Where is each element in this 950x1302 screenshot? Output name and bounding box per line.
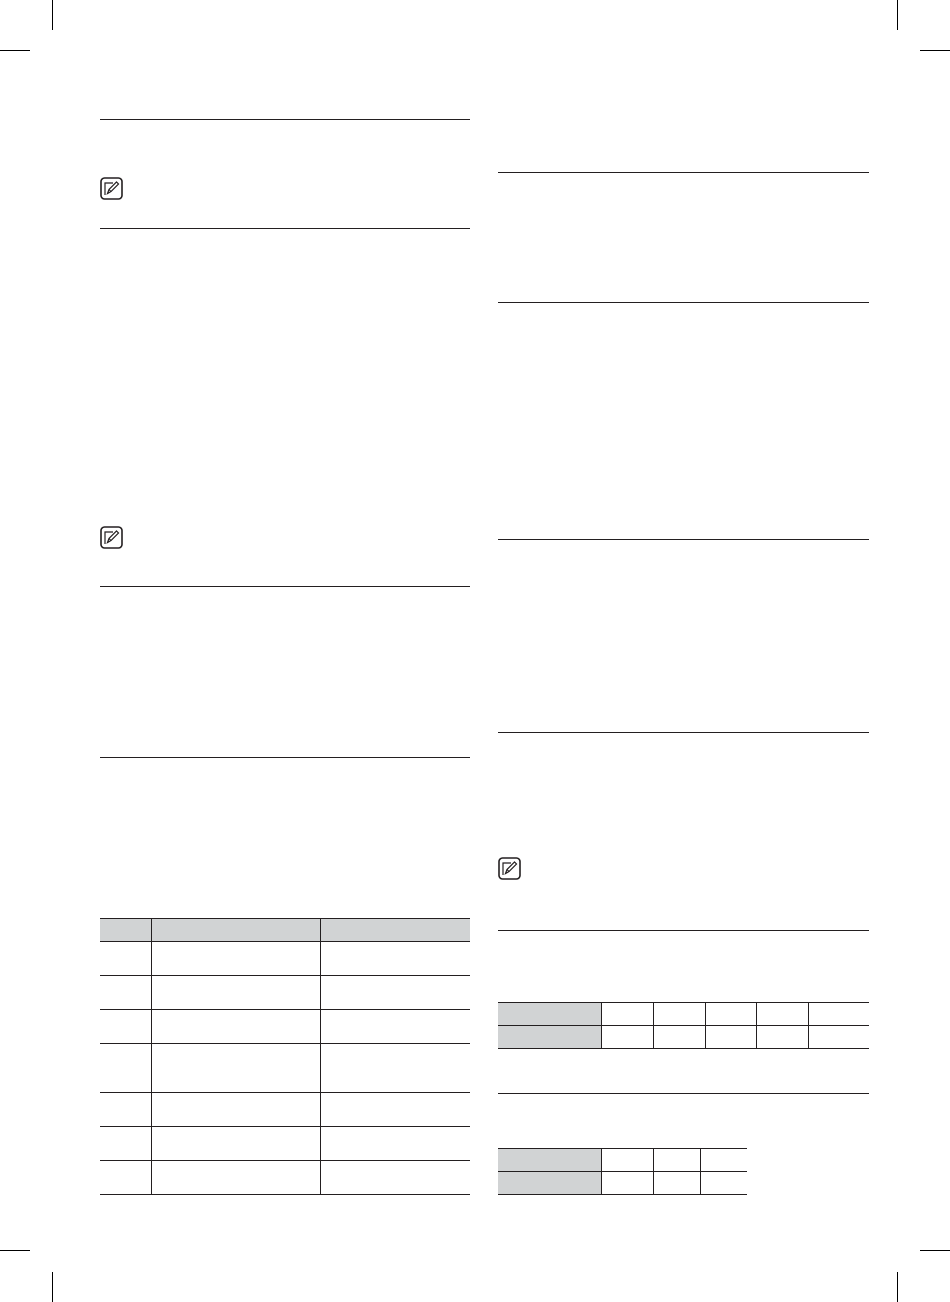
table-cell	[700, 1172, 747, 1195]
table-row	[498, 1003, 869, 1026]
table-cell	[756, 1003, 808, 1026]
table-cell	[808, 1026, 869, 1049]
table-cell	[320, 1127, 470, 1161]
table-header-row	[100, 919, 470, 942]
table-cell	[601, 1149, 653, 1172]
table-row	[100, 1127, 470, 1161]
table-cell	[151, 942, 320, 976]
crop-mark-bottom-left-vertical	[52, 1272, 53, 1302]
table-cell	[653, 1149, 700, 1172]
table-row-header-cell	[498, 1026, 601, 1049]
table-cell	[100, 1161, 151, 1195]
table-header-cell	[100, 919, 151, 942]
table-row-header-cell	[498, 1003, 601, 1026]
table-cell	[100, 1010, 151, 1044]
table-cell	[601, 1026, 653, 1049]
crop-mark-top-right-vertical	[897, 0, 898, 30]
table-row	[498, 1149, 747, 1172]
table-cell	[151, 1093, 320, 1127]
left-section-rule-4	[100, 757, 470, 758]
table-row-header-cell	[498, 1149, 601, 1172]
table-row	[498, 1172, 747, 1195]
table-cell	[705, 1026, 756, 1049]
table-row	[100, 1044, 470, 1093]
table-cell	[100, 942, 151, 976]
table-cell	[601, 1172, 653, 1195]
note-pencil-icon	[100, 177, 123, 200]
table-cell	[756, 1026, 808, 1049]
table-row	[100, 942, 470, 976]
right-section-rule-4	[498, 732, 869, 733]
table-header-cell	[320, 919, 470, 942]
table-cell	[151, 1044, 320, 1093]
table-cell	[100, 1127, 151, 1161]
spec-table-right-2	[498, 1148, 747, 1195]
table-cell	[151, 976, 320, 1010]
table-cell	[808, 1003, 869, 1026]
table-row	[100, 1161, 470, 1195]
crop-mark-top-left-horizontal	[0, 50, 30, 51]
table-cell	[100, 976, 151, 1010]
crop-mark-bottom-right-horizontal	[920, 1250, 950, 1251]
right-section-rule-2	[498, 302, 869, 303]
table-row	[498, 1026, 869, 1049]
table-cell	[653, 1003, 705, 1026]
table-cell	[100, 1093, 151, 1127]
table-row	[100, 976, 470, 1010]
crop-mark-top-right-horizontal	[920, 50, 950, 51]
table-row	[100, 1093, 470, 1127]
table-cell	[653, 1172, 700, 1195]
table-cell	[151, 1161, 320, 1195]
left-section-rule-1	[100, 119, 470, 120]
table-cell	[601, 1003, 653, 1026]
table-cell	[320, 1093, 470, 1127]
table-header-cell	[151, 919, 320, 942]
note-pencil-icon	[100, 526, 123, 549]
right-section-rule-6	[498, 1093, 869, 1094]
left-section-rule-2	[100, 228, 470, 229]
table-row	[100, 1010, 470, 1044]
crop-mark-bottom-right-vertical	[897, 1272, 898, 1302]
table-cell	[100, 1044, 151, 1093]
crop-mark-bottom-left-horizontal	[0, 1250, 30, 1251]
right-section-rule-1	[498, 172, 869, 173]
table-cell	[320, 976, 470, 1010]
note-pencil-icon	[498, 857, 521, 880]
table-cell	[705, 1003, 756, 1026]
table-cell	[700, 1149, 747, 1172]
right-section-rule-3	[498, 539, 869, 540]
left-section-rule-3	[100, 586, 470, 587]
table-cell	[320, 1010, 470, 1044]
table-cell	[320, 942, 470, 976]
table-cell	[320, 1044, 470, 1093]
table-cell	[653, 1026, 705, 1049]
right-section-rule-5	[498, 930, 869, 931]
table-cell	[320, 1161, 470, 1195]
crop-mark-top-left-vertical	[52, 0, 53, 30]
table-cell	[151, 1127, 320, 1161]
spec-table-right-1	[498, 1002, 869, 1049]
spec-table-main	[100, 918, 470, 1195]
table-row-header-cell	[498, 1172, 601, 1195]
table-cell	[151, 1010, 320, 1044]
